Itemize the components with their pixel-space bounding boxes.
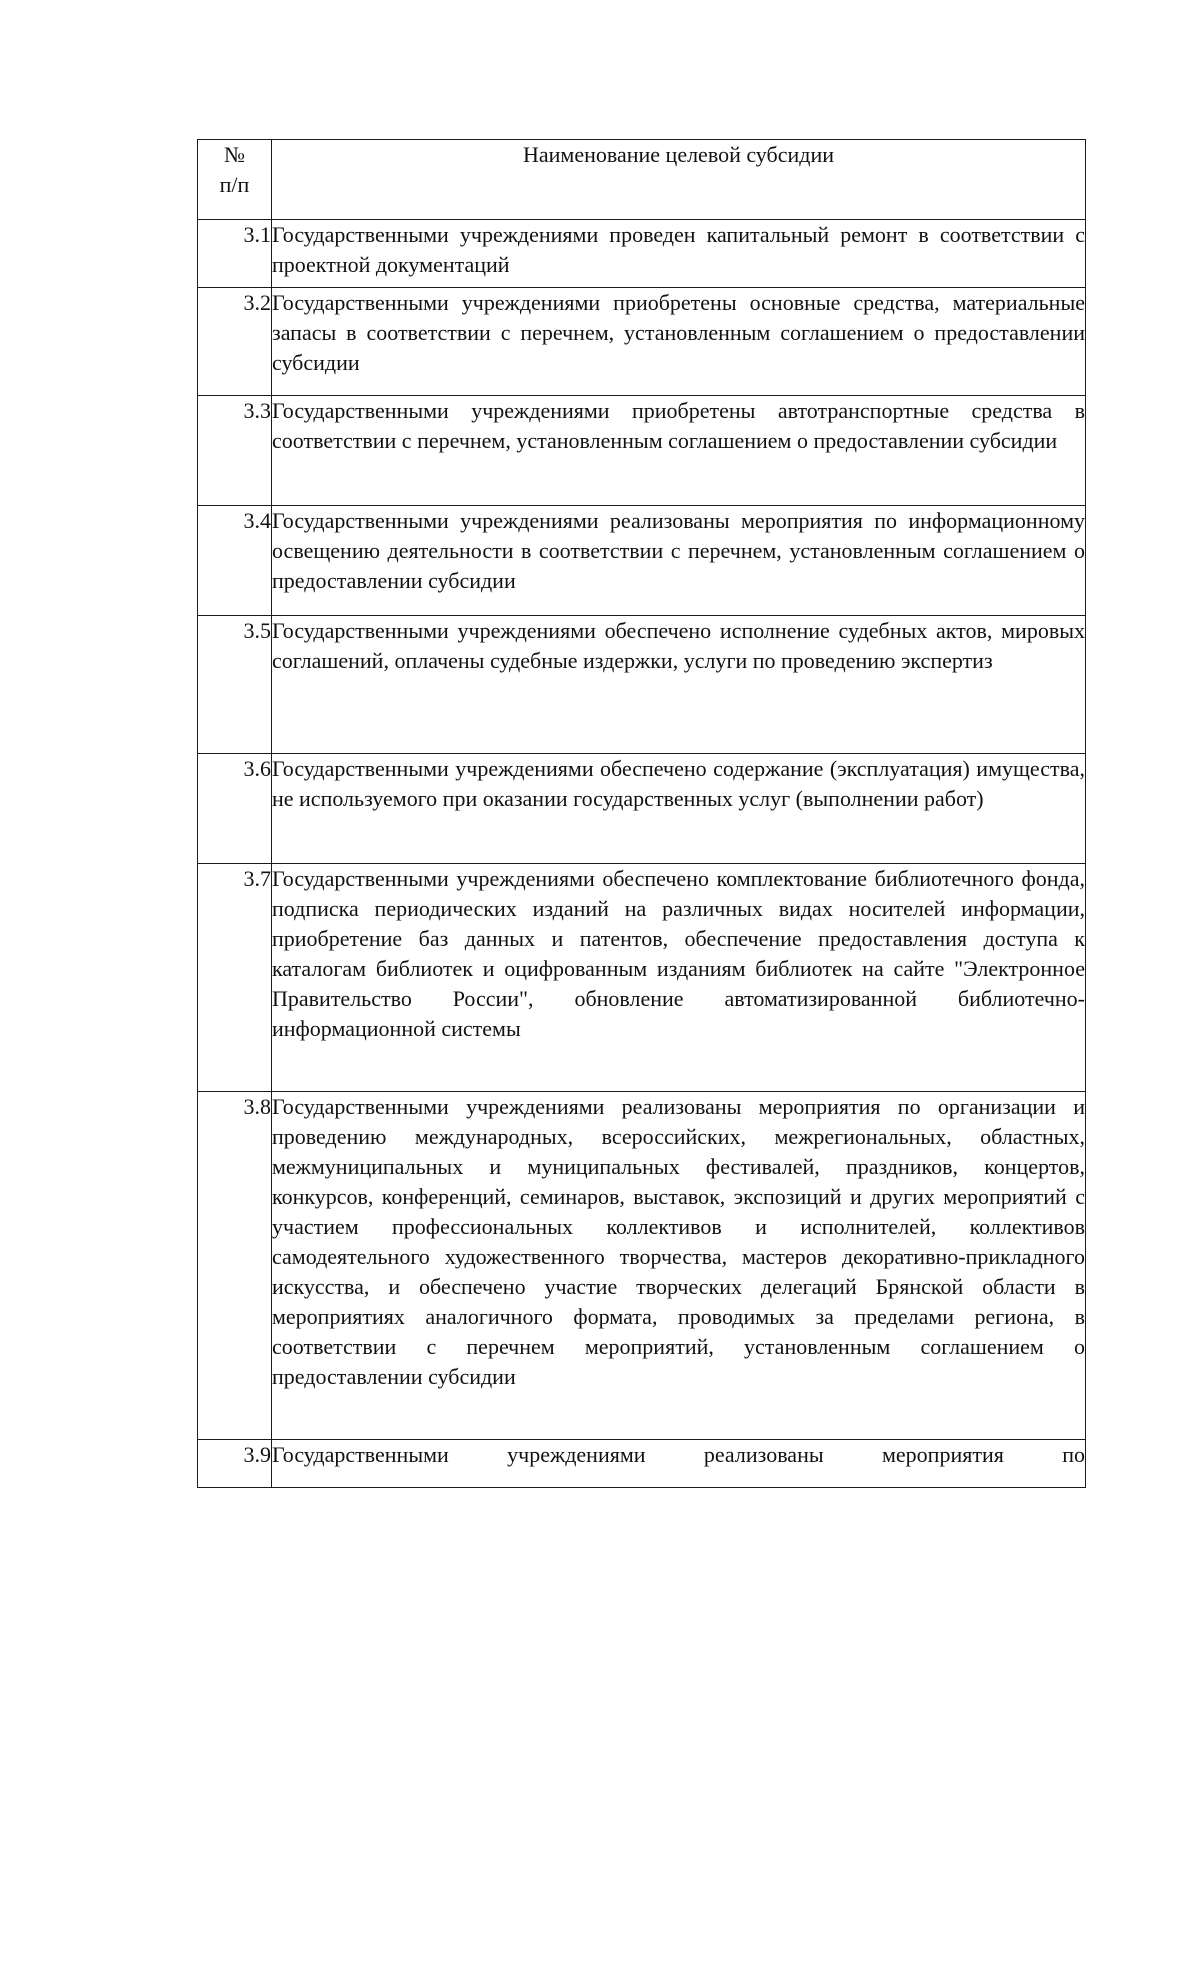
- row-number: 3.1: [198, 220, 272, 288]
- row-text: Государственными учреждениями проведен капитальный ремонт в соответствии с проектной документаций: [272, 220, 1086, 288]
- name-column-header: Наименование целевой субсидии: [272, 140, 1086, 220]
- row-text: Государственными учреждениями обеспечено комплектование библиотечного фонда, подписка периодических изданий на различных видах носителей информации, приобретение баз данных и патентов, обеспечение предоставления доступа к каталогам библиотек и оцифрованным изданиям библиотек на сайте "Электронное Правительство России", обновление автоматизированной библиотечно-информационной системы: [272, 864, 1086, 1092]
- row-text: Государственными учреждениями обеспечено содержание (эксплуатация) имущества, не используемого при оказании государственных услуг (выполнении работ): [272, 754, 1086, 864]
- number-header-symbol: №: [224, 142, 245, 167]
- row-number: 3.9: [198, 1440, 272, 1488]
- table-row: [198, 396, 1086, 506]
- table-row: [198, 288, 1086, 396]
- row-text: Государственными учреждениями приобретены автотранспортные средства в соответствии с перечнем, установленным соглашением о предоставлении субсидии: [272, 396, 1086, 506]
- table-row: [198, 506, 1086, 616]
- row-number: 3.2: [198, 288, 272, 396]
- row-number: 3.4: [198, 506, 272, 616]
- row-text: Государственными учреждениями реализованы мероприятия по информационному освещению деятельности в соответствии с перечнем, установленным соглашением о предоставлении субсидии: [272, 506, 1086, 616]
- row-number: 3.3: [198, 396, 272, 506]
- row-text: Государственными учреждениями реализованы мероприятия по: [272, 1440, 1086, 1488]
- table-row: [198, 1440, 1086, 1488]
- table-row: [198, 754, 1086, 864]
- row-number: 3.8: [198, 1092, 272, 1440]
- number-column-header: [198, 140, 272, 220]
- table-row: [198, 616, 1086, 754]
- row-number: 3.7: [198, 864, 272, 1092]
- subsidy-table: [197, 139, 1086, 1488]
- row-text: Государственными учреждениями обеспечено исполнение судебных актов, мировых соглашений, оплачены судебные издержки, услуги по проведению экспертиз: [272, 616, 1086, 754]
- row-number: 3.5: [198, 616, 272, 754]
- number-header-abbrev: п/п: [219, 172, 250, 197]
- table-row: [198, 1092, 1086, 1440]
- table-row: [198, 220, 1086, 288]
- row-text: Государственными учреждениями приобретены основные средства, материальные запасы в соответствии с перечнем, установленным соглашением о предоставлении субсидии: [272, 288, 1086, 396]
- table-row: [198, 864, 1086, 1092]
- row-number: 3.6: [198, 754, 272, 864]
- row-text: Государственными учреждениями реализованы мероприятия по организации и проведению международных, всероссийских, межрегиональных, областных, межмуниципальных и муниципальных фестивалей, праздников, концертов, конкурсов, конференций, семинаров, выставок, экспозиций и других мероприятий с участием профессиональных коллективов и исполнителей, коллективов самодеятельного художественного творчества, мастеров декоративно-прикладного искусства, и обеспечено участие творческих делегаций Брянской области в мероприятиях аналогичного формата, проводимых за пределами региона, в соответствии с перечнем мероприятий, установленным соглашением о предоставлении субсидии: [272, 1092, 1086, 1440]
- table-header-row: [198, 140, 1086, 220]
